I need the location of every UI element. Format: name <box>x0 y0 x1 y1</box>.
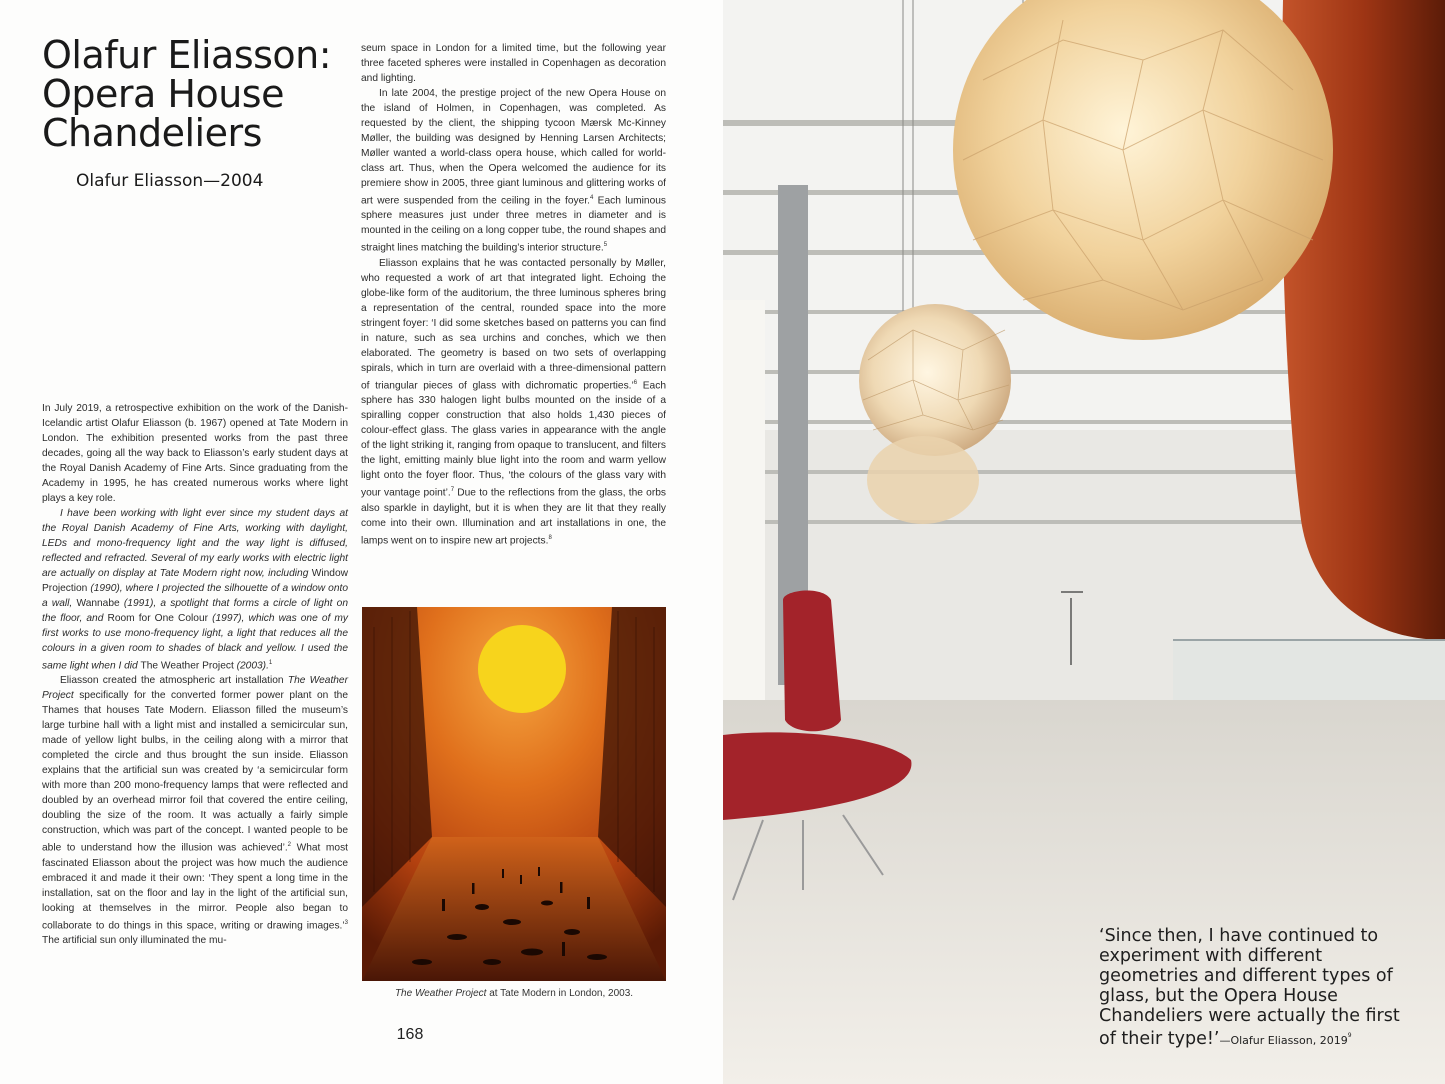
sun-disc <box>478 625 566 713</box>
article-title <box>42 33 352 155</box>
paragraph: Eliasson explains that he was contacted personally by Møller, who requested a work of art that integrated light. Echoing the globe-like form of the auditorium, the three luminous spheres bring a representation of the central, rounded space into the more stringent foyer: ‘I did some sketches based on patterns you can find in nature, such as sea urchins and conches, which we then elaborated. The geometry is based on two sets of overlapping spirals, which in turn are overlaid with a three-dimensional pattern of triangular pieces of glass with dichromatic properties.’$^6$ Each sphere has 330 halogen light bulbs mounted on the inside of a spiralling copper construction that also holds 1,430 pieces of colour-effect glass. The glass varies in appearance with the angle of the light striking it, ranging from opaque to translucent, and filters the light, emitting mainly blue light into the room and warm yellow light onto the foyer floor. Thus, ‘the colours of the glass vary with your vantage point’.$^7$ Due to the reflections from the glass, the orbs also sparkle in daylight, but it is when they are lit that they really come into their own. Illumination and art installations in one, the lamps went on to inspire new art projects.$^8$ <box>361 257 666 546</box>
title-line-2: Opera House <box>42 72 284 116</box>
quote-attribution: —Olafur Eliasson, 2019 <box>1219 1033 1348 1047</box>
paragraph: Eliasson created the atmospheric art installation The Weather Project specifically for the converted former power plant on the Thames that houses Tate Modern. Eliasson filled the museum’s large turbine hall with a light mist and installed a semicircular sun, made of yellow light bulbs, in the ceiling along with a mirror that completed the circle and thus brought the sun inside. Eliasson explains that the artificial sun was created by ‘a semicircular form with more than 200 mono-frequency lamps that were reflected and doubled by an overhead mirror foil that covered the entire ceiling, doubling the size of the room. It was actually a fairly simple construction, which was part of the concept. I wanted people to be able to understand how the illusion was achieved’.$^2$ What most fascinated Eliasson about the project was how much the audience embraced it and made it their own: ‘They spent a long time in the installation, sat on the floor and lay in the light of the artificial sun, looking at themselves in the mirror. People also began to collaborate to do things in this space, writing or drawing images.’$^3$ The artificial sun only illuminated the mu- <box>42 675 348 947</box>
right-page <box>723 0 1445 1084</box>
pull-quote: ‘Since then, I have continued to experiment with different geometries and different types of glass, but the Opera House Chandeliers were actually the first of their type!’—Olafur Eliasson, 2019$^9$ <box>1099 926 1400 1049</box>
artist-quote: I have been working with light ever since my student days at the Royal Danish Academy of Fine Arts, working with daylight, LEDs and mono-frequency light and the way light is diffused, reflected and refracted. Several of my early works with electric light are actually on display at Tate Modern right now, including Window Projection (1990), where I projected the silhouette of a window onto a wall, Wannabe (1991), a spotlight that forms a circle of light on the floor, and Room for One Colour (1997), which was one of my first works to use mono-frequency light, a light that reduces all the colours in a given room to shades of black and yellow. I used the same light when I did The Weather Project (2003).$^1$ <box>42 508 348 672</box>
paragraph: In July 2019, a retrospective exhibition on the work of the Danish-Icelandic artist Olafur Eliasson (b. 1967) opened at Tate Modern in London. The exhibition presented works from the past three decades, going all the way back to Eliasson’s early student days at the Royal Danish Academy of Fine Arts. Since graduating from the Academy in 1995, he has created numerous works where light plays a key role. <box>42 403 348 504</box>
weather-project-photo <box>362 607 666 981</box>
small-chandelier-sphere <box>859 304 1011 456</box>
footnote-ref: 5 <box>603 242 608 249</box>
footnote-ref: 6 <box>633 379 638 386</box>
footnote-ref: 7 <box>450 487 455 494</box>
rear-chandelier-sphere <box>867 436 979 524</box>
footnote-ref: 8 <box>548 534 552 541</box>
title-line-1: Olafur Eliasson: <box>42 33 332 77</box>
text-column-right <box>361 41 666 548</box>
article-byline: Olafur Eliasson—2004 <box>76 171 264 191</box>
footnote-ref: 1 <box>268 660 273 666</box>
footnote-ref: 3 <box>344 919 348 926</box>
footnote-ref: 9 <box>1347 1032 1352 1039</box>
title-line-3: Chandeliers <box>42 111 262 155</box>
paragraph: In late 2004, the prestige project of the new Opera House on the island of Holmen, in Copenhagen, was completed. As requested by the client, the shipping tycoon Mærsk Mc-Kinney Møller, the building was designed by Henning Larsen Architects; Møller wanted a world-class opera house, which called for world-class art. Thus, when the Opera welcomed the audience for its premiere show in 2005, three giant luminous and glittering works of art were suspended from the ceiling in the foyer.$^4$ Each luminous sphere measures just under three metres in diameter and is mounted in the ceiling on a long copper tube, the round shapes and straight lines matching the building’s interior structure.$^5$ <box>361 88 667 254</box>
page-number: 168 <box>396 1026 424 1043</box>
figure-caption: The Weather Project at Tate Modern in London, 2003. <box>394 988 634 999</box>
footnote-ref: 2 <box>287 842 292 849</box>
opera-foyer-photo <box>723 0 1445 1084</box>
paragraph: seum space in London for a limited time, but the following year three faceted spheres were installed in Copenhagen as decoration and lighting. <box>361 43 666 84</box>
text-column-left <box>42 401 348 948</box>
footnote-ref: 4 <box>589 195 594 201</box>
weather-project-illustration <box>362 607 666 981</box>
